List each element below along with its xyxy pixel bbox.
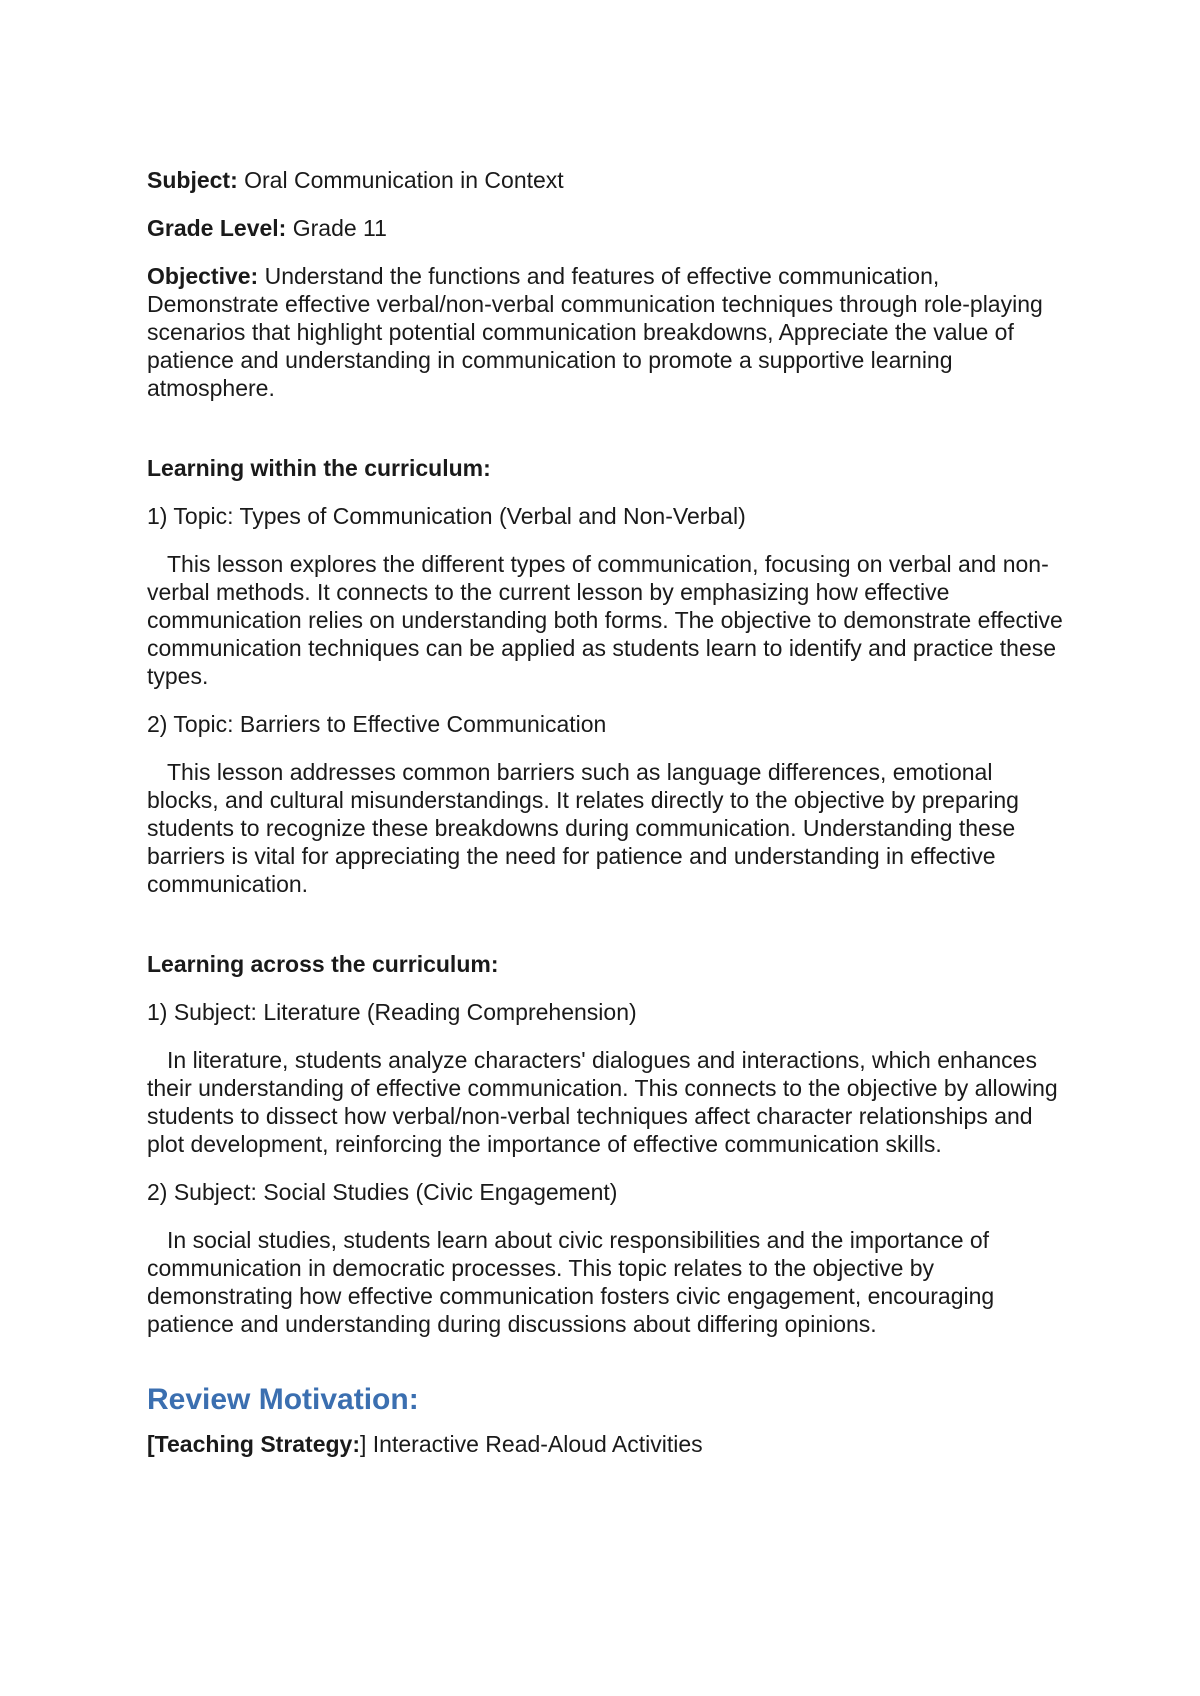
teaching-strategy-close-bracket: ] [360,1431,367,1457]
subject-label: Subject: [147,167,238,193]
subject-value: Oral Communication in Context [244,167,564,193]
objective-paragraph [147,262,1067,402]
learning-within-heading: Learning within the curriculum: [147,455,491,481]
grade-level-value: Grade 11 [292,215,387,241]
teaching-strategy-value: Interactive Read-Aloud Activities [372,1431,703,1457]
document-content [147,166,1067,1458]
grade-level-line [147,214,1067,242]
subject-line [147,166,1067,194]
across-paragraph-2: In social studies, students learn about civic responsibilities and the importance of communication in democratic processes. This topic relates to the objective by demonstrating how effective communication fosters civic engagement, encouraging patience and understanding during discussions about differing opinions. [147,1227,995,1337]
across-topic-2: 2) Subject: Social Studies (Civic Engagement) [147,1179,618,1205]
across-paragraph-1: In literature, students analyze characters' dialogues and interactions, which enhances their understanding of effective communication. This connects to the objective by allowing students to dissect how verbal/non-verbal techniques affect character relationships and plot development, reinforcing the importance of effective communication skills. [147,1047,1058,1157]
objective-label: Objective: [147,263,259,289]
within-paragraph-2: This lesson addresses common barriers such as language differences, emotional blocks, and cultural misunderstandings. It relates directly to the objective by preparing students to recognize these breakdowns during communication. Understanding these barriers is vital for appreciating the need for patience and understanding in effective communication. [147,759,1019,897]
across-topic-1: 1) Subject: Literature (Reading Comprehension) [147,999,637,1025]
within-topic-1: 1) Topic: Types of Communication (Verbal and Non-Verbal) [147,503,746,529]
review-motivation-heading: Review Motivation: [147,1383,419,1416]
grade-level-label: Grade Level: [147,215,287,241]
learning-across-heading: Learning across the curriculum: [147,951,499,977]
teaching-strategy-open-bracket: [ [147,1431,155,1457]
within-paragraph-1: This lesson explores the different types of communication, focusing on verbal and non-verbal methods. It connects to the current lesson by emphasizing how effective communication relies on understanding both forms. The objective to demonstrate effective communication techniques can be applied as students learn to identify and practice these types. [147,551,1063,689]
teaching-strategy-line [147,1430,1067,1458]
objective-text: Understand the functions and features of effective communication, Demonstrate effective verbal/non-verbal communication techniques through role-playing scenarios that highlight potential communication breakdowns, Appreciate the value of patience and understanding in communication to promote a supportive learning atmosphere. [147,263,1043,401]
teaching-strategy-label: Teaching Strategy: [154,1431,361,1457]
within-topic-2: 2) Topic: Barriers to Effective Communication [147,711,607,737]
